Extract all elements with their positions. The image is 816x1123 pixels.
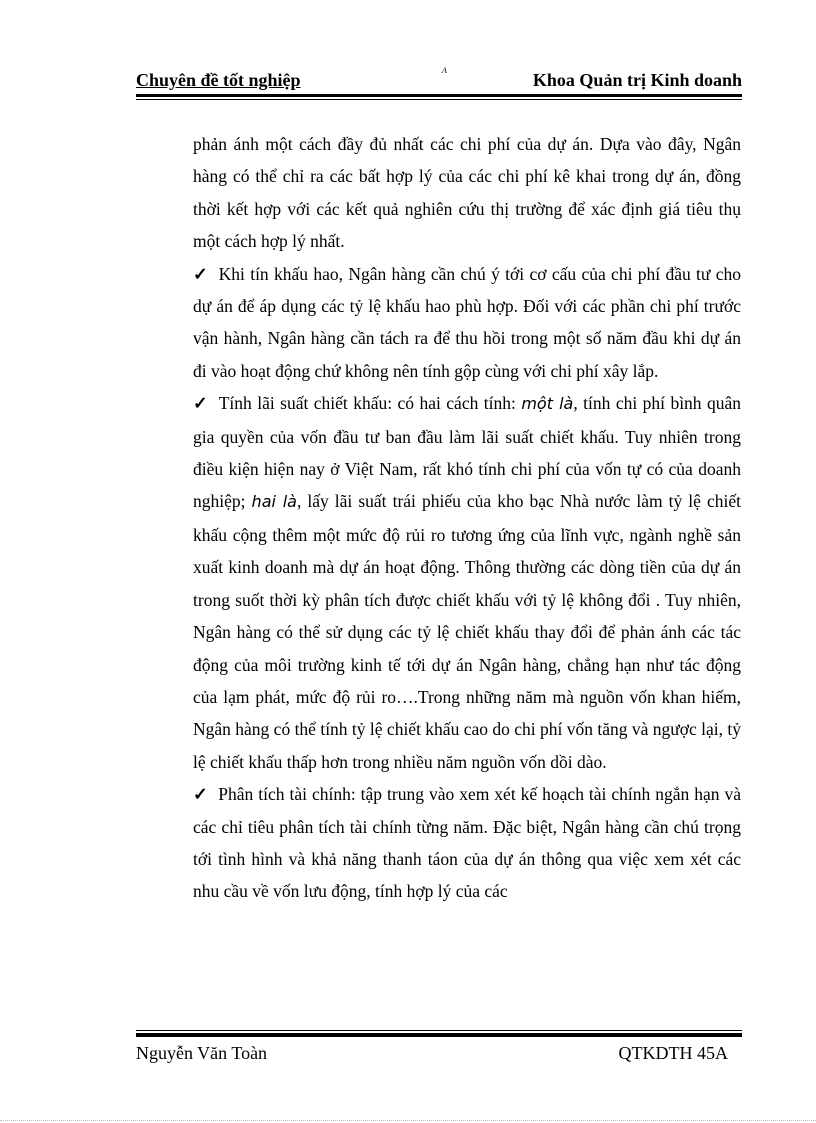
- discount-text-3: , lấy lãi suất trái phiếu của kho bạc Nhà nước làm tỷ lệ chiết khấu cộng thêm một mức độ rủi ro tương ứng của lĩnh vực, ngành nghề sản xuất kinh doanh mà dự án hoạt động. Thông thường các dòng tiền của dự án trong suốt thời kỳ phân tích được chiết khấu với tỷ lệ không đổi . Tuy nhiên, Ngân hàng có thể sử dụng các tỷ lệ chiết khấu thay đổi để phản ánh các tác động của môi trường kinh tế tới dự án Ngân hàng, chẳng hạn như tác động của lạm phát, mức độ rủi ro….Trong những năm mà nguồn vốn khan hiếm, Ngân hàng có thể tính tỷ lệ chiết khấu cao do chi phí vốn tăng và ngược lại, tỷ lệ chiết khấu thấp hơn trong nhiều năm nguồn vốn dồi dào.: [193, 491, 741, 772]
- paragraph-financial-analysis: [193, 778, 741, 908]
- checkmark-icon: ✓: [193, 784, 209, 805]
- discount-emphasis-1: một là: [521, 394, 574, 414]
- discount-text-2: , tính chi phí bình quân gia quyền của vốn đầu tư ban đầu làm lãi suất chiết khấu. Tuy nhiên trong điều kiện hiện nay ở Việt Nam, rất khó tính chi phí của vốn tự có của doanh nghiệp;: [193, 393, 742, 512]
- footer-rule-thick: [136, 1033, 742, 1037]
- body-text: [193, 128, 741, 908]
- footer-class-code: QTKDTH 45A: [618, 1043, 728, 1063]
- header-title-right: Khoa Quản trị Kinh doanh: [532, 70, 742, 90]
- footer-author: Nguyễn Văn Toàn: [136, 1043, 268, 1063]
- discount-text-1: Tính lãi suất chiết khấu: có hai cách tính:: [218, 393, 522, 414]
- paragraph-discount-rate: [193, 387, 741, 778]
- header-rule-thick: [136, 94, 742, 97]
- checkmark-icon: ✓: [193, 263, 209, 284]
- paragraph-cost-analysis: phản ánh một cách đầy đủ nhất các chi phí của dự án. Dựa vào đây, Ngân hàng có thể chỉ ra các bất hợp lý của các chi phí kê khai trong dự án, đồng thời kết hợp với các kết quả nghiên cứu thị trường để xác định giá tiêu thụ một cách hợp lý nhất.: [193, 134, 741, 252]
- paragraph-depreciation-text: Khi tín khấu hao, Ngân hàng cần chú ý tới cơ cấu của chi phí đầu tư cho dự án để áp dụng các tỷ lệ khấu hao phù hợp. Đối với các phần chi phí trước vận hành, Ngân hàng cần tách ra để thu hồi trong một số năm đầu khi dự án đi vào hoạt động chứ không nên tính gộp cùng với chi phí xây lắp.: [193, 263, 741, 381]
- header-rule-thin: [136, 99, 742, 100]
- header-title-left: Chuyên đề tốt nghiệp: [136, 70, 301, 90]
- page-edge-divider: [0, 1120, 816, 1121]
- checkmark-icon: ✓: [193, 393, 209, 414]
- page-header: [136, 68, 742, 96]
- footer-rule-thin: [136, 1030, 742, 1031]
- header-mark: A: [442, 66, 447, 75]
- paragraph-financial-text: Phân tích tài chính: tập trung vào xem xét kế hoạch tài chính ngắn hạn và các chỉ tiêu phân tích tài chính từng năm. Đặc biệt, Ngân hàng cần chú trọng tới tình hình và khả năng thanh táon của dự án thông qua việc xem xét các nhu cầu về vốn lưu động, tính hợp lý của các: [193, 784, 742, 902]
- discount-emphasis-2: hai là: [251, 492, 297, 512]
- paragraph-depreciation: [193, 258, 741, 388]
